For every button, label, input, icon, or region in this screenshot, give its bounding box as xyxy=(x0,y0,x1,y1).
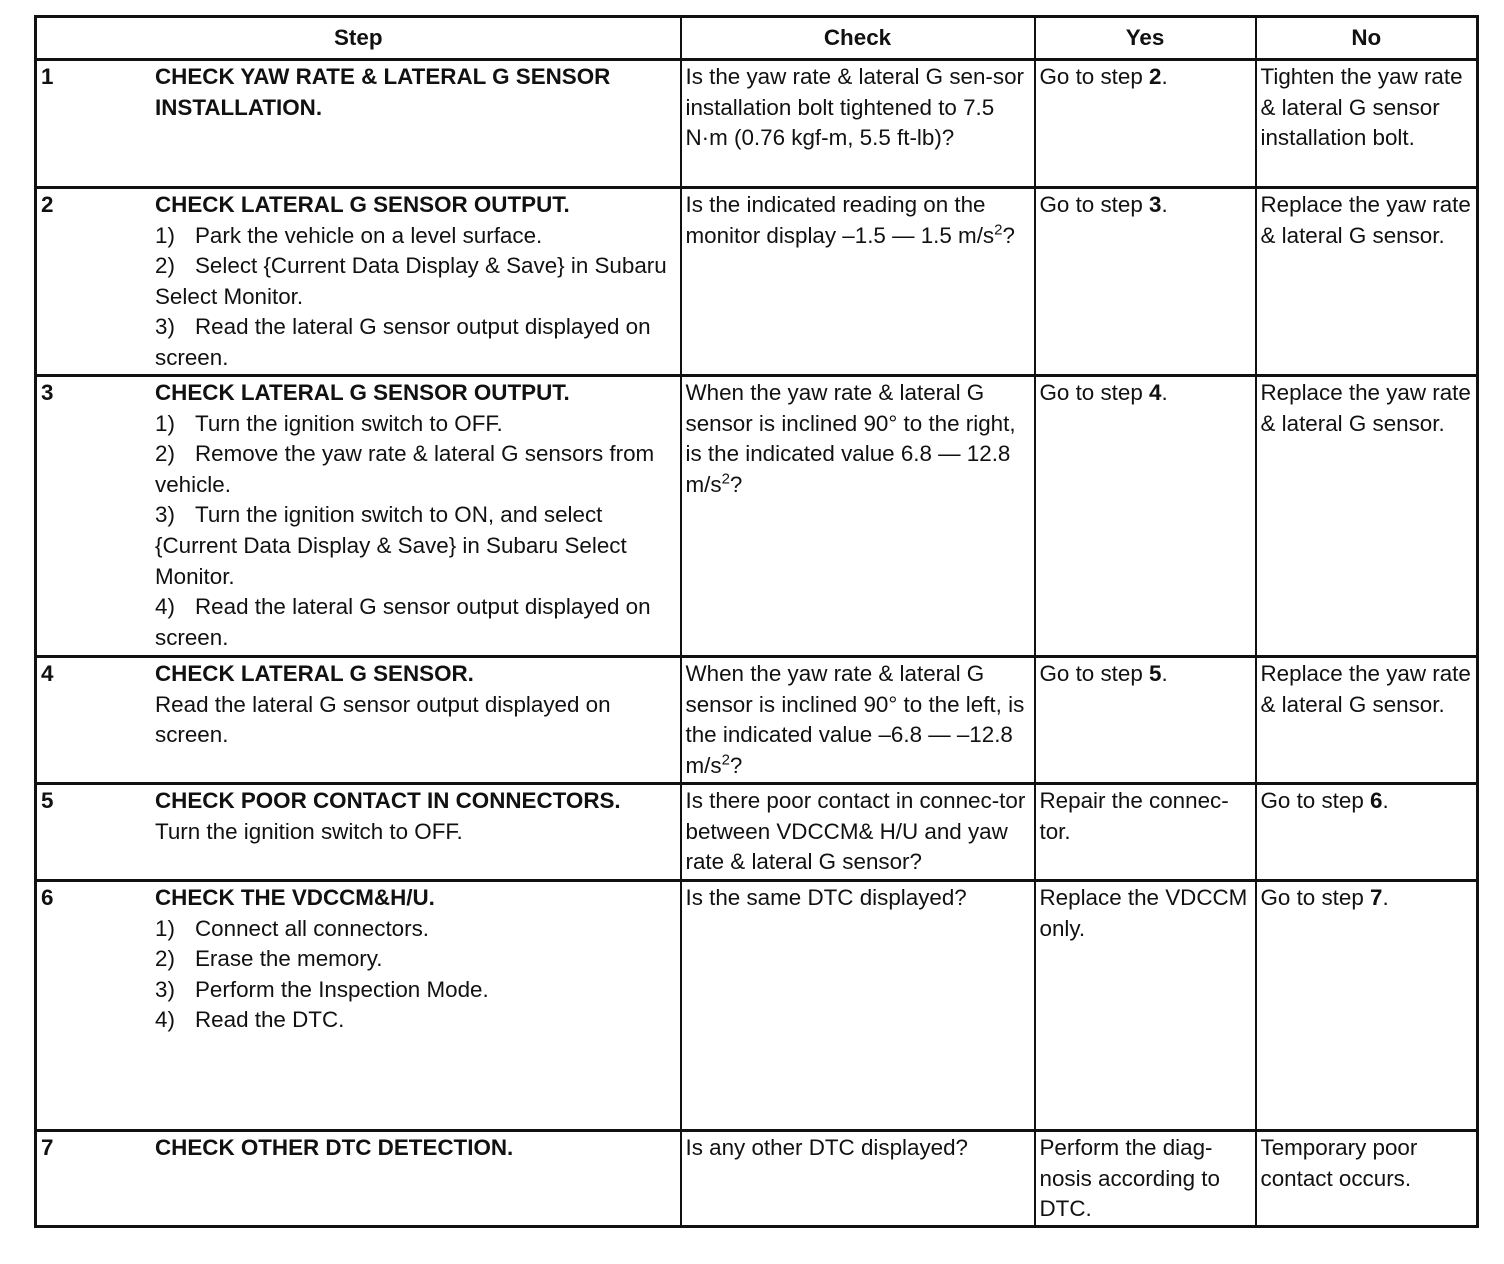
table-row xyxy=(36,657,1478,784)
yes-text: Go to step xyxy=(1039,192,1150,217)
sub-step: 3) Read the lateral G sensor output displayed on screen. xyxy=(155,314,651,370)
yes-cell xyxy=(1035,376,1256,657)
header-step: Step xyxy=(36,17,681,60)
sub-step: 4) Read the DTC. xyxy=(155,1007,345,1033)
step-number: 2 xyxy=(41,192,54,217)
sub-step: 1) Park the vehicle on a level surface. xyxy=(155,222,543,248)
step-number: 3 xyxy=(41,380,54,405)
step-number: 1 xyxy=(41,64,54,89)
check-cell: Is the indicated reading on the monitor display –1.5 — 1.5 $m/s^2$? xyxy=(681,188,1035,376)
yes-cell xyxy=(1035,188,1256,376)
step-number: 5 xyxy=(41,788,54,813)
step-title: CHECK OTHER DTC DETECTION. xyxy=(155,1135,514,1160)
yes-step-number: 4 xyxy=(1149,380,1162,405)
check-cell: Is any other DTC displayed? xyxy=(681,1131,1035,1227)
table-row xyxy=(36,376,1478,657)
no-cell: Replace the yaw rate & lateral G sensor. xyxy=(1256,376,1478,657)
step-title: CHECK LATERAL G SENSOR. xyxy=(155,661,474,686)
step-cell xyxy=(36,188,681,376)
sub-step: 3) Turn the ignition switch to ON, and select {Current Data Display & Save} in Subaru Select Monitor. xyxy=(155,502,627,589)
sub-step: 3) Perform the Inspection Mode. xyxy=(155,976,489,1002)
yes-cell: Replace the VDCCM only. xyxy=(1035,881,1256,1131)
table-row xyxy=(36,1131,1478,1227)
yes-text: Go to step xyxy=(1039,380,1150,405)
yes-step-number: 3 xyxy=(1149,192,1162,217)
step-instruction: Turn the ignition switch to OFF. xyxy=(155,818,463,844)
yes-cell xyxy=(1035,657,1256,784)
check-cell: When the yaw rate & lateral G sensor is inclined 90° to the left, is the indicated value –6.8 — –12.8 $m/s^2$? xyxy=(681,657,1035,784)
yes-cell: Perform the diag-nosis according to DTC. xyxy=(1035,1131,1256,1227)
no-step-number: 6 xyxy=(1370,788,1383,813)
step-title: CHECK LATERAL G SENSOR OUTPUT. xyxy=(155,380,570,405)
header-yes: Yes xyxy=(1035,17,1256,60)
check-cell: Is the yaw rate & lateral G sen-sor installation bolt tightened to 7.5 N·m (0.76 kgf-m, 5.5 ft-lb)? xyxy=(681,60,1035,188)
step-title: CHECK LATERAL G SENSOR OUTPUT. xyxy=(155,192,570,217)
step-cell xyxy=(36,376,681,657)
step-number: 6 xyxy=(41,885,54,910)
sub-step: 1) Connect all connectors. xyxy=(155,915,429,941)
sub-step: 4) Read the lateral G sensor output displayed on screen. xyxy=(155,594,651,650)
step-cell xyxy=(36,881,681,1131)
no-cell: Temporary poor contact occurs. xyxy=(1256,1131,1478,1227)
step-number: 7 xyxy=(41,1135,54,1160)
yes-suffix: . xyxy=(1161,192,1168,217)
no-cell xyxy=(1256,784,1478,881)
step-title: CHECK YAW RATE & LATERAL G SENSOR INSTALLATION. xyxy=(155,64,611,120)
yes-suffix: . xyxy=(1161,661,1168,686)
no-suffix: . xyxy=(1382,788,1389,813)
no-cell: Tighten the yaw rate & lateral G sensor installation bolt. xyxy=(1256,60,1478,188)
step-cell xyxy=(36,1131,681,1227)
step-title: CHECK POOR CONTACT IN CONNECTORS. xyxy=(155,788,621,813)
yes-text: Go to step xyxy=(1039,64,1150,89)
table-row xyxy=(36,784,1478,881)
yes-step-number: 2 xyxy=(1149,64,1162,89)
sub-step: 1) Turn the ignition switch to OFF. xyxy=(155,410,503,436)
step-cell xyxy=(36,657,681,784)
step-instruction: Read the lateral G sensor output displayed on screen. xyxy=(155,691,611,748)
yes-cell xyxy=(1035,60,1256,188)
check-cell: When the yaw rate & lateral G sensor is inclined 90° to the right, is the indicated value 6.8 — 12.8 $m/s^2$? xyxy=(681,376,1035,657)
table-row xyxy=(36,881,1478,1131)
table-row xyxy=(36,188,1478,376)
yes-step-number: 5 xyxy=(1149,661,1162,686)
check-cell: Is the same DTC displayed? xyxy=(681,881,1035,1131)
no-text: Go to step xyxy=(1260,788,1371,813)
header-row xyxy=(36,17,1478,60)
header-no: No xyxy=(1256,17,1478,60)
no-text: Go to step xyxy=(1260,885,1371,910)
sub-step: 2) Erase the memory. xyxy=(155,946,383,972)
no-step-number: 7 xyxy=(1370,885,1383,910)
sub-step: 2) Remove the yaw rate & lateral G sensors from vehicle. xyxy=(155,441,655,497)
header-check: Check xyxy=(681,17,1035,60)
table-row xyxy=(36,60,1478,188)
no-cell xyxy=(1256,881,1478,1131)
no-suffix: . xyxy=(1382,885,1389,910)
no-cell: Replace the yaw rate & lateral G sensor. xyxy=(1256,657,1478,784)
yes-suffix: . xyxy=(1161,64,1168,89)
yes-suffix: . xyxy=(1161,380,1168,405)
step-cell xyxy=(36,60,681,188)
diagnostic-table xyxy=(34,15,1479,1228)
step-title: CHECK THE VDCCM&H/U. xyxy=(155,885,435,910)
step-number: 4 xyxy=(41,661,54,686)
yes-cell: Repair the connec-tor. xyxy=(1035,784,1256,881)
yes-text: Go to step xyxy=(1039,661,1150,686)
sub-step: 2) Select {Current Data Display & Save} in Subaru Select Monitor. xyxy=(155,253,667,309)
check-cell: Is there poor contact in connec-tor between VDCCM& H/U and yaw rate & lateral G sensor? xyxy=(681,784,1035,881)
no-cell: Replace the yaw rate & lateral G sensor. xyxy=(1256,188,1478,376)
step-cell xyxy=(36,784,681,881)
